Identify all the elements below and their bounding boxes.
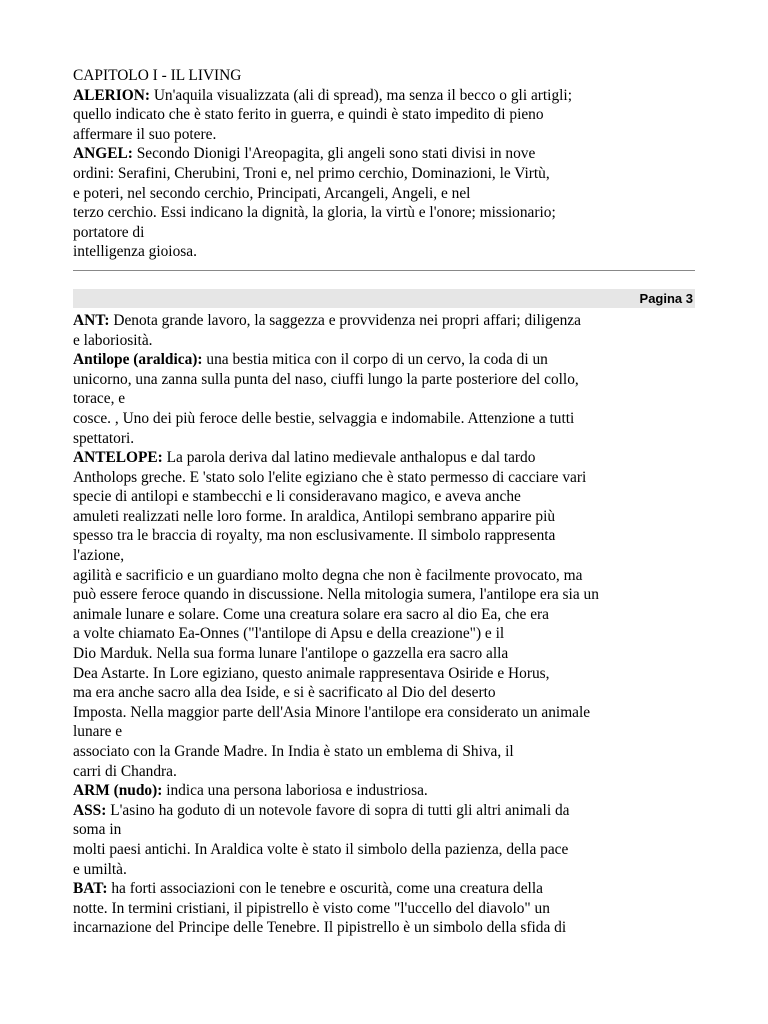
entry-text: associato con la Grande Madre. In India è stato un emblema di Shiva, il (73, 743, 514, 760)
dictionary-entry (73, 879, 697, 938)
document-page (73, 66, 697, 938)
entry-line (73, 507, 697, 527)
entry-text: Dio Marduk. Nella sua forma lunare l'antilope o gazzella era sacro alla (73, 645, 509, 663)
entry-text: animale lunare e solare. Come una creatura solare era sacro al dio Ea, che era (73, 605, 549, 623)
entry-text: La parola deriva dal latino medievale anthalopus e dal tardo (162, 449, 536, 467)
entry-text: a volte chiamato Ea-Onnes ("l'antilope di Apsu e della creazione") e il (73, 625, 505, 643)
entry-text: l'azione, (73, 547, 125, 565)
entry-line (73, 801, 697, 821)
entry-term: ANTELOPE: (73, 449, 163, 467)
entry-line (73, 331, 697, 351)
entry-line (73, 164, 697, 184)
entry-line (73, 144, 697, 164)
dictionary-entry (73, 781, 697, 801)
entry-line (73, 448, 697, 468)
entry-line (73, 742, 697, 762)
dictionary-entry (73, 350, 697, 448)
entry-text: molti paesi antichi. In Araldica volte è stato il simbolo della pazienza, della pace (73, 840, 569, 858)
entry-term: Antilope (araldica): (73, 351, 203, 369)
dictionary-entry (73, 86, 697, 145)
entry-line (73, 86, 697, 106)
entry-line (73, 585, 697, 605)
dictionary-entry (73, 311, 697, 350)
entry-term: ANT: (73, 311, 110, 329)
entry-line (73, 664, 697, 684)
entry-term: BAT: (73, 880, 108, 898)
entry-line (73, 624, 697, 644)
entry-text: e laboriosità. (73, 331, 153, 349)
entry-text: intelligenza gioiosa. (73, 243, 197, 261)
entry-line (73, 722, 697, 742)
entry-text: soma in (73, 821, 122, 839)
entry-line (73, 762, 697, 782)
entry-term: ARM (nudo): (73, 782, 163, 800)
entry-text: specie di antilopi e stambecchi e li consideravano magico, e aveva anche (73, 488, 521, 506)
entry-text: agilità e sacrificio e un guardiano molto degna che non è facilmente provocato, ma (73, 566, 583, 584)
entry-text: Secondo Dionigi l'Areopagita, gli angeli sono stati divisi in nove (132, 145, 536, 163)
entry-line (73, 223, 697, 243)
entry-text: Imposta. Nella maggior parte dell'Asia Minore l'antilope era considerato un animale (73, 703, 591, 721)
entry-text: spesso tra le braccia di royalty, ma non esclusivamente. Il simbolo rappresenta (73, 527, 556, 545)
entry-line (73, 605, 697, 625)
entry-line (73, 184, 697, 204)
entry-text: portatore di (73, 223, 145, 241)
entry-line (73, 918, 697, 938)
entry-text: indica una persona laboriosa e industriosa. (162, 782, 428, 800)
entry-text: carri di Chandra. (73, 762, 177, 780)
entry-line (73, 468, 697, 488)
entry-line (73, 105, 697, 125)
entry-text: spettatori. (73, 429, 135, 447)
entry-line (73, 350, 697, 370)
entries-section-1 (73, 86, 697, 262)
entry-line (73, 409, 697, 429)
entry-line (73, 546, 697, 566)
entry-text: terzo cerchio. Essi indicano la dignità, la gloria, la virtù e l'onore; missionario; (73, 204, 556, 222)
entries-section-2 (73, 311, 697, 938)
entry-line (73, 703, 697, 723)
entry-text: Un'aquila visualizzata (ali di spread), ma senza il becco o gli artigli; (149, 86, 572, 104)
entry-text: notte. In termini cristiani, il pipistrello è visto come "l'uccello del diavolo" un (73, 899, 550, 917)
page-number-bar (73, 289, 695, 308)
entry-text: ha forti associazioni con le tenebre e oscurità, come una creatura della (107, 880, 543, 898)
entry-line (73, 566, 697, 586)
entry-line (73, 820, 697, 840)
dictionary-entry (73, 448, 697, 781)
entry-line (73, 526, 697, 546)
entry-text: amuleti realizzati nelle loro forme. In araldica, Antilopi sembrano apparire più (73, 507, 556, 525)
entry-text: Denota grande lavoro, la saggezza e provvidenza nei propri affari; diligenza (109, 311, 581, 329)
entry-line (73, 429, 697, 449)
dictionary-entry (73, 144, 697, 262)
entry-line (73, 899, 697, 919)
entry-text: Dea Astarte. In Lore egiziano, questo animale rappresentava Osiride e Horus, (73, 664, 550, 682)
entry-text: ordini: Serafini, Cherubini, Troni e, nel primo cerchio, Dominazioni, le Virtù, (73, 164, 550, 182)
entry-text: affermare il suo potere. (73, 125, 217, 143)
entry-text: lunare e (73, 723, 123, 741)
entry-text: e umiltà. (73, 860, 127, 878)
entry-line (73, 311, 697, 331)
entry-text: quello indicato che è stato ferito in guerra, e quindi è stato impedito di pieno (73, 106, 544, 124)
entry-text: L'asino ha goduto di un notevole favore di sopra di tutti gli altri animali da (106, 801, 570, 819)
entry-line (73, 860, 697, 880)
entry-line (73, 879, 697, 899)
entry-line (73, 370, 697, 390)
entry-text: una bestia mitica con il corpo di un cervo, la coda di un (202, 351, 548, 369)
entry-text: e poteri, nel secondo cerchio, Principati, Arcangeli, Angeli, e nel (73, 184, 471, 202)
entry-term: ASS: (73, 801, 107, 819)
entry-line (73, 487, 697, 507)
entry-term: ANGEL: (73, 145, 133, 163)
entry-line (73, 203, 697, 223)
entry-text: ma era anche sacro alla dea Iside, e si è sacrificato al Dio del deserto (73, 684, 496, 702)
entry-line (73, 242, 697, 262)
page-divider (73, 270, 695, 271)
entry-line (73, 840, 697, 860)
entry-text: può essere feroce quando in discussione. Nella mitologia sumera, l'antilope era sia un (73, 586, 599, 604)
chapter-title: CAPITOLO I - IL LIVING (73, 67, 242, 84)
page-number: Pagina 3 (639, 290, 693, 306)
entry-line (73, 781, 697, 801)
entry-text: Antholops greche. E 'stato solo l'elite egiziano che è stato permesso di cacciare vari (73, 468, 587, 486)
entry-term: ALERION: (73, 86, 150, 104)
entry-line (73, 683, 697, 703)
entry-text: unicorno, una zanna sulla punta del naso, ciuffi lungo la parte posteriore del collo, (73, 370, 579, 388)
entry-text: torace, e (73, 390, 126, 408)
entry-line (73, 389, 697, 409)
entry-text: incarnazione del Principe delle Tenebre. Il pipistrello è un simbolo della sfida di (73, 919, 567, 937)
dictionary-entry (73, 801, 697, 879)
entry-line (73, 125, 697, 145)
entry-line (73, 644, 697, 664)
entry-text: cosce. , Uno dei più feroce delle bestie, selvaggia e indomabile. Attenzione a tutti (73, 409, 575, 427)
